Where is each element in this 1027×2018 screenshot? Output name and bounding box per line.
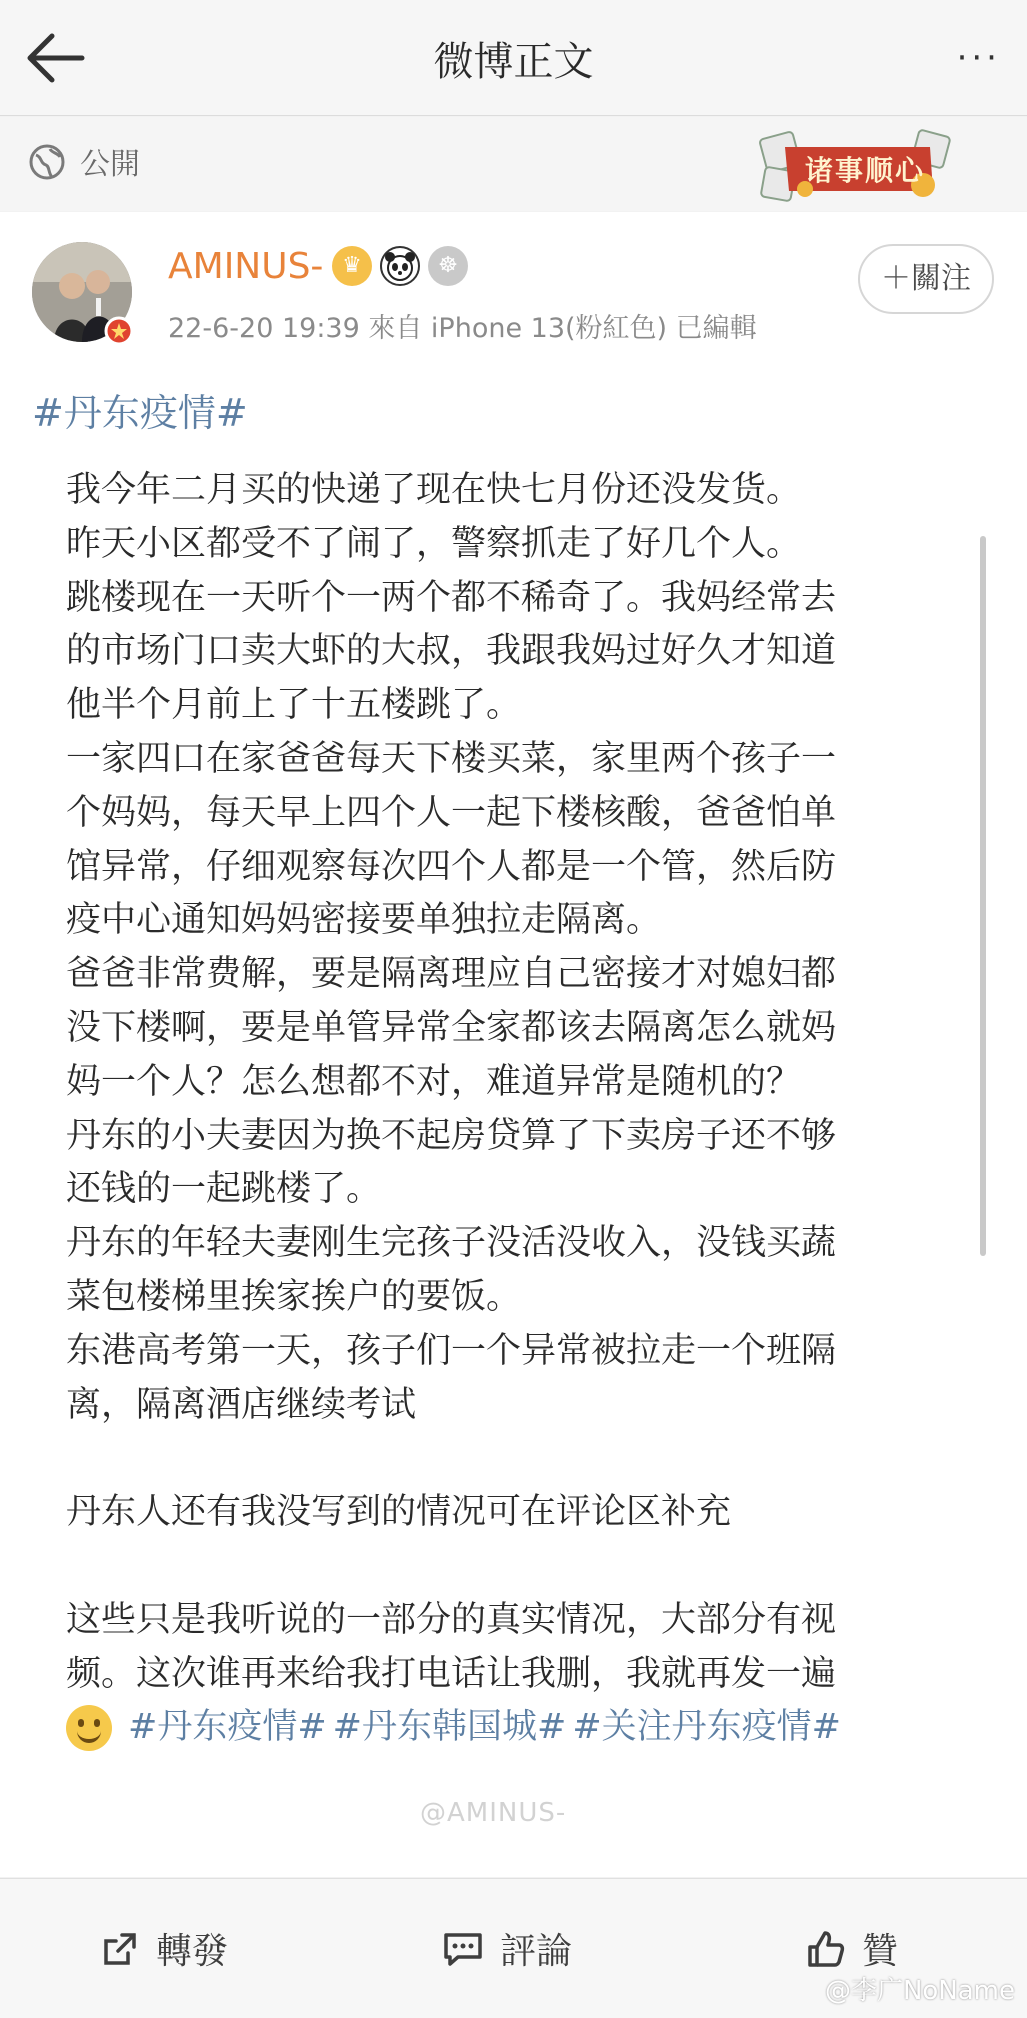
- badge-text: 诸事顺心: [805, 154, 926, 187]
- follow-button[interactable]: ＋關注: [858, 244, 994, 314]
- top-nav-bar: [0, 0, 1027, 116]
- repost-icon: [100, 1929, 140, 1969]
- hashtag-link[interactable]: #关注丹东疫情#: [572, 1707, 841, 1748]
- like-label: 贊: [862, 1931, 899, 1972]
- post-meta: 22-6-20 19:39 來自 iPhone 13(粉紅色) 已編輯: [168, 313, 757, 344]
- visibility-row: [0, 117, 1027, 211]
- verified-badge-icon: [104, 316, 134, 346]
- body-line: 没下楼啊，要是单管异常全家都该去隔离怎么就妈: [66, 1007, 837, 1048]
- image-watermark: @AMINUS-: [420, 1798, 567, 1828]
- comment-icon: [442, 1929, 484, 1969]
- body-line-supplement: 丹东人还有我没写到的情况可在评论区补充: [66, 1492, 732, 1533]
- username[interactable]: AMINUS-: [168, 246, 324, 287]
- post-body: [66, 464, 966, 1755]
- fortune-badge: [755, 125, 955, 207]
- like-button[interactable]: [806, 1923, 898, 1974]
- body-line: 还钱的一起跳楼了。: [66, 1169, 382, 1210]
- globe-icon: [28, 143, 66, 181]
- repost-button[interactable]: [100, 1923, 228, 1974]
- body-line: 丹东的年轻夫妻刚生完孩子没活没收入，没钱买蔬: [66, 1223, 837, 1264]
- body-line: 爸爸非常费解，要是隔离理应自己密接才对媳妇都: [66, 954, 837, 995]
- panda-icon: [380, 246, 420, 286]
- hashtag-link[interactable]: #丹东韩国城#: [332, 1707, 567, 1748]
- comment-label: 評論: [500, 1931, 573, 1972]
- repost-label: 轉發: [156, 1931, 229, 1972]
- comment-button[interactable]: [442, 1923, 572, 1974]
- topic-hashtag[interactable]: #丹东疫情#: [32, 391, 248, 435]
- visibility-label: 公開: [80, 147, 140, 182]
- body-line: 这些只是我听说的一部分的真实情况，大部分有视: [66, 1599, 837, 1640]
- corner-watermark: @李广NoName: [824, 1976, 1015, 2006]
- body-line: 他半个月前上了十五楼跳了。: [66, 685, 522, 726]
- thumbs-up-icon: [806, 1929, 846, 1969]
- body-line: 我今年二月买的快递了现在快七月份还没发货。: [66, 470, 802, 510]
- crown-vip-icon: ♛: [332, 246, 372, 286]
- body-line: 的市场门口卖大虾的大叔，我跟我妈过好久才知道: [66, 631, 837, 672]
- body-line: 菜包楼梯里挨家挨户的要饭。: [66, 1276, 522, 1317]
- scrollbar[interactable]: [980, 536, 986, 1256]
- body-line: 频。这次谁再来给我打电话让我删，我就再发一遍: [66, 1653, 837, 1694]
- hashtags-row: [66, 1701, 966, 1755]
- smile-emoji-icon: [66, 1705, 112, 1751]
- medal-icon: ☸: [428, 246, 468, 286]
- body-line: 妈一个人？怎么想都不对，难道异常是随机的？: [66, 1061, 802, 1102]
- body-line: 疫中心通知妈妈密接要单独拉走隔离。: [66, 900, 662, 941]
- body-line: 东港高考第一天，孩子们一个异常被拉走一个班隔: [66, 1330, 837, 1371]
- body-line: 一家四口在家爸爸每天下楼买菜，家里两个孩子一: [66, 738, 837, 779]
- user-badges: [332, 246, 468, 286]
- body-line: 昨天小区都受不了闹了，警察抓走了好几个人。: [66, 523, 802, 564]
- body-line: 离，隔离酒店继续考试: [66, 1384, 417, 1425]
- page-title: 微博正文: [433, 39, 594, 85]
- body-line: 个妈妈，每天早上四个人一起下楼核酸，爸爸怕单: [66, 792, 837, 833]
- body-line: 馆异常，仔细观察每次四个人都是一个管，然后防: [66, 846, 837, 887]
- body-line: 丹东的小夫妻因为换不起房贷算了下卖房子还不够: [66, 1115, 837, 1156]
- more-options-icon[interactable]: ···: [956, 38, 1001, 78]
- body-line: 跳楼现在一天听个一两个都不稀奇了。我妈经常去: [66, 577, 837, 618]
- hashtag-link[interactable]: #丹东疫情#: [128, 1707, 327, 1748]
